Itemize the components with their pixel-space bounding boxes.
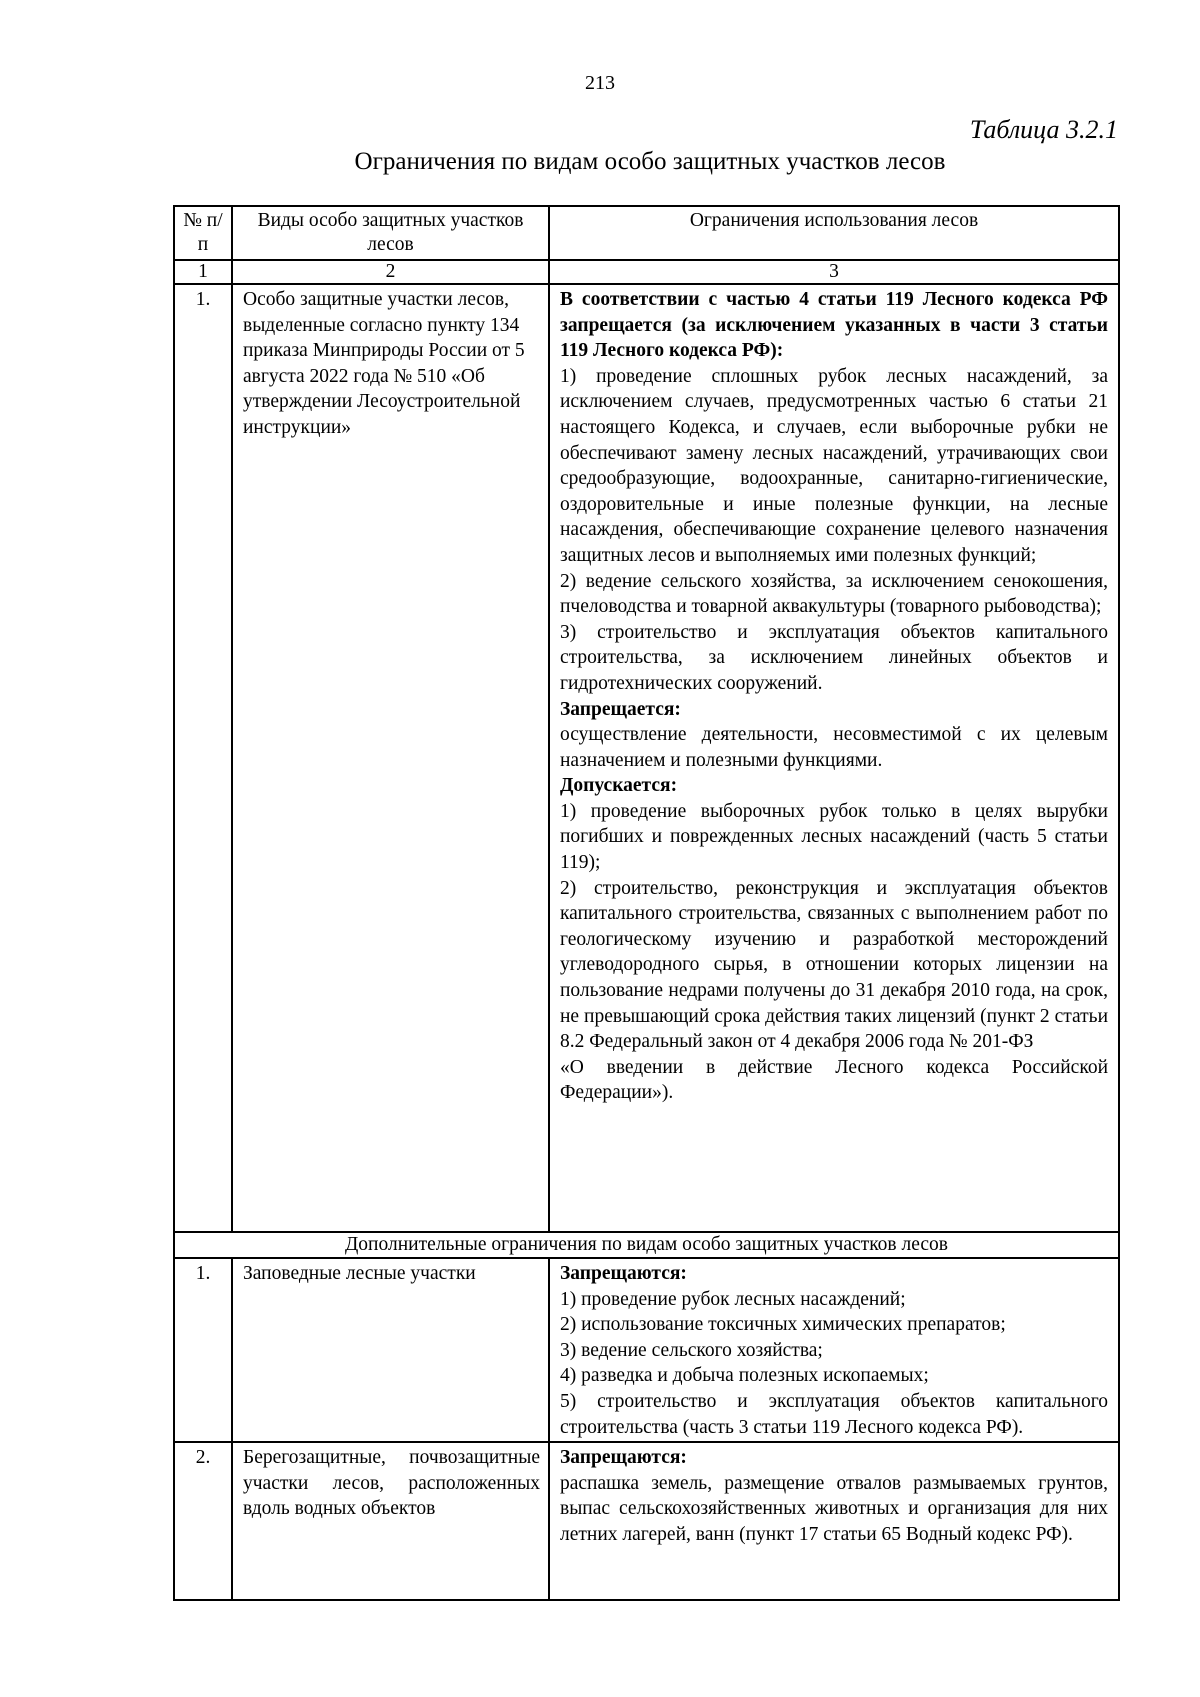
- allowed-label: Допускается:: [560, 775, 678, 797]
- section-header: Дополнительные ограничения по видам особо защитных участков лесов: [174, 1232, 1119, 1258]
- header-restrictions: Ограничения использования лесов: [549, 206, 1119, 260]
- column-number-row: [174, 260, 1119, 284]
- column-number: 1: [174, 260, 232, 284]
- prohibited-text: осуществление деятельности, несовместимой с их целевым назначением и полезными функциями.: [560, 724, 1108, 771]
- allowed-item: 1) проведение выборочных рубок только в целях вырубки погибших и поврежденных лесных насаждений (часть 5 статьи 119);: [560, 800, 1108, 874]
- row-restrictions: [549, 284, 1119, 1232]
- row-kind: Особо защитные участки лесов, выделенные согласно пункту 134 приказа Минприроды России от 5 августа 2022 года № 510 «Об утверждении Лесоустроительной инструкции»: [232, 284, 549, 1232]
- column-number: 2: [232, 260, 549, 284]
- table-row: [174, 1258, 1119, 1442]
- prohibited-label: Запрещается:: [560, 698, 681, 720]
- header-row: [174, 206, 1119, 260]
- restriction-item: 3) строительство и эксплуатация объектов капитального строительства, за исключением линейных объектов и гидротехнических сооружений.: [560, 621, 1108, 694]
- table-label: Таблица 3.2.1: [969, 115, 1118, 144]
- restriction-item: 1) проведение рубок лесных насаждений;: [560, 1288, 906, 1310]
- header-num: № п/п: [174, 206, 232, 260]
- prohibited-label: Запрещаются:: [560, 1263, 687, 1284]
- restriction-item: 1) проведение сплошных рубок лесных насаждений, за исключением случаев, предусмотренных частью 6 статьи 21 настоящего Кодекса, и случаев, если выборочные рубки не обеспечивают замену лесных насаждений, утрачивающих свои средообразующие, водоохранные, санитарно-гигиенические, оздоровительные и иные полезные функции, на лесные насаждения, обеспечивающие сохранение целевого назначения защитных лесов и выполняемых ими полезных функций;: [560, 365, 1108, 566]
- table-title: Ограничения по видам особо защитных участков лесов: [354, 148, 946, 175]
- restrictions-table: [173, 205, 1120, 1601]
- restriction-text: распашка земель, размещение отвалов размываемых грунтов, выпас сельскохозяйственных животных и организация для них летних лагерей, ванн (пункт 17 статьи 65 Водный кодекс РФ).: [560, 1472, 1108, 1545]
- row-restrictions: [549, 1258, 1119, 1442]
- intro-text: В соответствии с частью 4 статьи 119 Лесного кодекса РФ запрещается (за исключением указанных в части 3 статьи 119 Лесного кодекса РФ):: [560, 289, 1108, 362]
- header-kind: Виды особо защитных участков лесов: [232, 206, 549, 260]
- table-row: [174, 1442, 1119, 1600]
- section-header-row: [174, 1232, 1119, 1258]
- allowed-item-tail: «О введении в действие Лесного кодекса Российской Федерации»).: [560, 1056, 1108, 1104]
- restriction-item: 4) разведка и добыча полезных ископаемых;: [560, 1365, 929, 1387]
- restriction-item: 2) использование токсичных химических препаратов;: [560, 1314, 1006, 1336]
- page-number: 213: [585, 72, 615, 94]
- row-number: 1.: [174, 1258, 232, 1442]
- row-restrictions: [549, 1442, 1119, 1600]
- row-number: 1.: [174, 284, 232, 1232]
- row-kind: Берегозащитные, почвозащитные участки лесов, расположенных вдоль водных объектов: [232, 1442, 549, 1600]
- restriction-item: 5) строительство и эксплуатация объектов капитального строительства (часть 3 статьи 119 Лесного кодекса РФ).: [560, 1390, 1108, 1438]
- allowed-item: 2) строительство, реконструкция и эксплуатация объектов капитального строительства, связанных с выполнением работ по геологическому изучению и разработкой месторождений углеводородного сырья, в отношении которых лицензии на пользование недрами получены до 31 декабря 2010 года, на срок, не превышающий срока действия таких лицензий (пункт 2 статьи 8.2 Федеральный закон от 4 декабря 2006 года № 201-ФЗ: [560, 877, 1108, 1053]
- prohibited-label: Запрещаются:: [560, 1447, 687, 1468]
- row-number: 2.: [174, 1442, 232, 1600]
- table-row: [174, 284, 1119, 1232]
- column-number: 3: [549, 260, 1119, 284]
- row-kind: Заповедные лесные участки: [232, 1258, 549, 1442]
- restriction-item: 3) ведение сельского хозяйства;: [560, 1339, 823, 1361]
- restriction-item: 2) ведение сельского хозяйства, за исключением сенокошения, пчеловодства и товарной аквакультуры (товарного рыбоводства);: [560, 570, 1108, 618]
